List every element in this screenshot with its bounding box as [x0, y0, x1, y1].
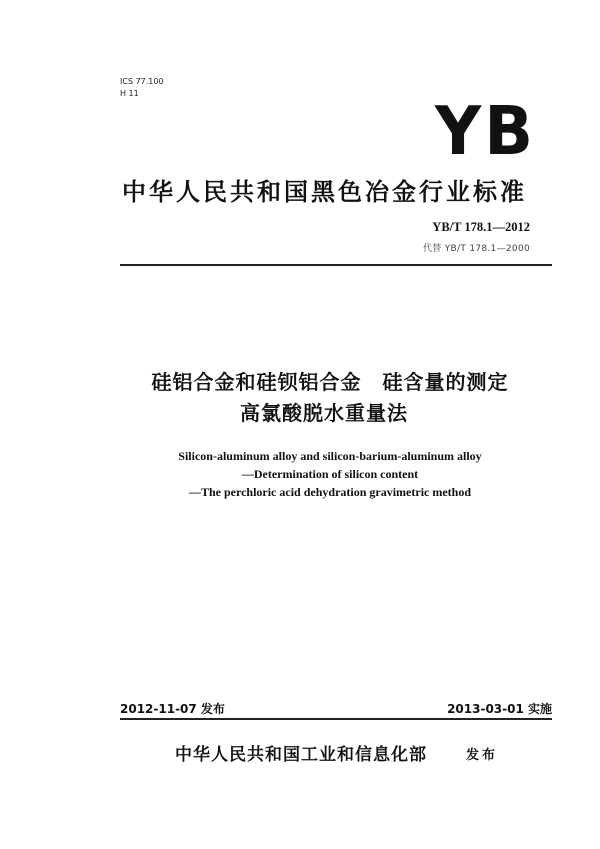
- english-title-line3: —The perchloric acid dehydration gravimetric method: [188, 485, 472, 499]
- chinese-title-line2: 高氯酸脱水重量法: [240, 401, 408, 425]
- classification-codes: [120, 76, 164, 100]
- yb-logo: YB: [434, 93, 536, 171]
- standard-category-title: 中华人民共和国黑色冶金行业标准: [122, 178, 527, 206]
- implementation-date: 2013-03-01 实施: [447, 702, 552, 716]
- issue-date: 2012-11-07 发布: [120, 702, 225, 716]
- publish-label: 发布: [466, 748, 499, 763]
- ics-code: ICS 77.100: [120, 77, 164, 86]
- standard-number: YB/T 178.1—2012: [432, 220, 530, 234]
- chinese-title-line1: 硅铝合金和硅钡铝合金 硅含量的测定: [151, 370, 509, 394]
- bottom-divider: [120, 718, 552, 720]
- top-divider: [120, 264, 552, 266]
- replaces-standard: 代替 YB/T 178.1—2000: [423, 244, 530, 254]
- ccs-code: H 11: [120, 89, 139, 98]
- english-title-line2: —Determination of silicon content: [241, 467, 419, 481]
- issuing-ministry: 中华人民共和国工业和信息化部: [175, 745, 427, 765]
- english-title-line1: Silicon-aluminum alloy and silicon-barium-aluminum alloy: [178, 449, 482, 463]
